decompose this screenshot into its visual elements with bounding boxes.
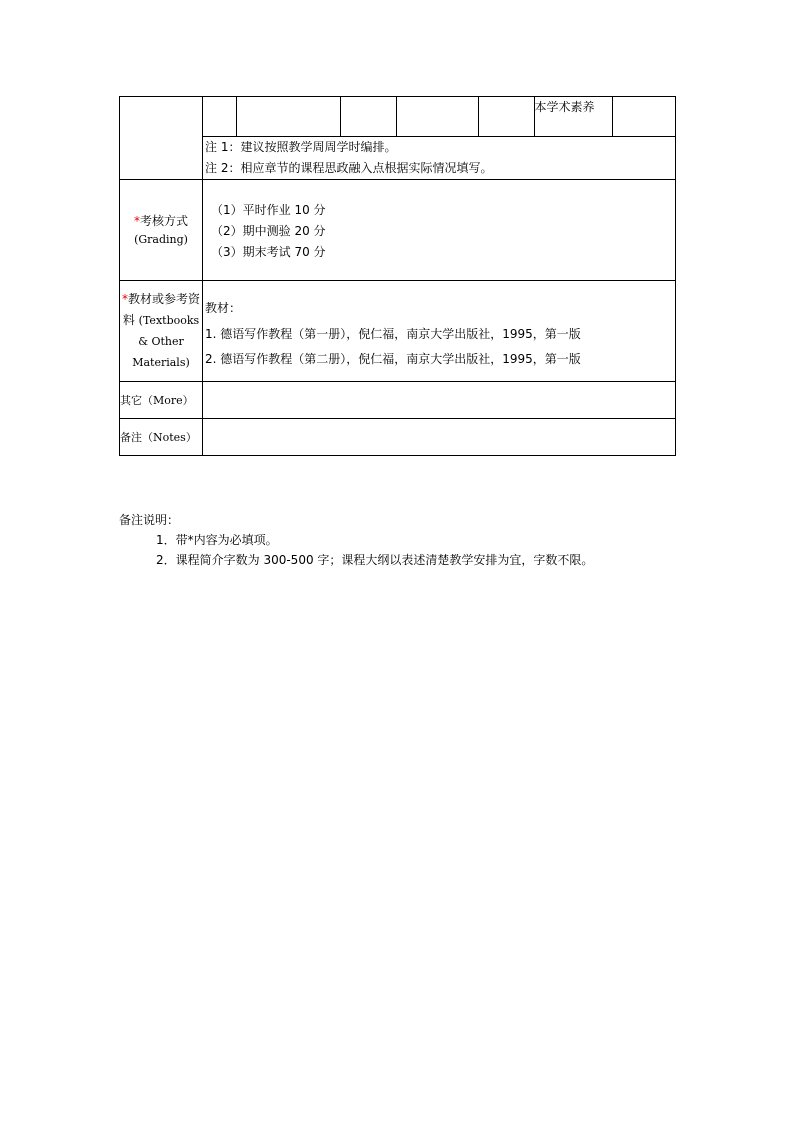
schedule-grid-row <box>203 97 676 137</box>
textbooks-label-en-1: (Textbooks <box>138 314 200 327</box>
textbooks-heading: 教材： <box>205 301 242 315</box>
grid-cell-literacy: 本学术素养 <box>534 97 612 136</box>
textbooks-label-en-2: & Other <box>138 335 184 348</box>
more-content-cell <box>203 382 676 419</box>
grid-cell <box>203 97 236 136</box>
remarks-content-cell <box>203 419 676 456</box>
continuation-row <box>120 97 676 137</box>
notes-cell <box>203 137 676 180</box>
note-2: 注 2：相应章节的课程思政融入点根据实际情况填写。 <box>205 161 493 175</box>
grid-cell <box>236 97 340 136</box>
grading-label-en: (Grading) <box>134 232 188 246</box>
remarks-row <box>120 419 676 456</box>
textbooks-label-cell <box>120 281 203 382</box>
grading-content-cell <box>203 180 676 281</box>
grid-cell <box>340 97 396 136</box>
required-mark: * <box>121 292 128 306</box>
remarks-title: 备注说明： <box>119 513 180 527</box>
schedule-grid <box>203 97 676 136</box>
grid-cell <box>478 97 534 136</box>
remarks-section <box>119 510 593 570</box>
grid-cell <box>396 97 478 136</box>
textbook-item-1: 1. 德语写作教程（第一册），倪仁福，南京大学出版社，1995，第一版 <box>205 327 581 341</box>
notes-row <box>120 137 676 180</box>
grading-label-zh: 考核方式 <box>139 213 188 228</box>
remarks-label-cell <box>120 419 203 456</box>
remarks-label: 备注（Notes） <box>120 430 197 444</box>
textbooks-label-en-3: Materials) <box>132 356 190 369</box>
textbook-item-2: 2. 德语写作教程（第二册），倪仁福，南京大学出版社，1995，第一版 <box>205 352 581 366</box>
grading-item-1: （1）平时作业 10 分 <box>211 203 326 217</box>
empty-label-cell <box>120 97 203 180</box>
grading-row <box>120 180 676 281</box>
textbooks-label-zh: 教材或参考资料 <box>122 292 200 327</box>
grading-item-3: （3）期末考试 70 分 <box>211 245 326 259</box>
textbooks-label <box>120 289 202 331</box>
more-label: 其它（More） <box>120 393 194 407</box>
syllabus-table <box>119 96 676 456</box>
grading-item-2: （2）期中测验 20 分 <box>211 224 326 238</box>
textbooks-content-cell <box>203 281 676 382</box>
remarks-item-2: 2．课程简介字数为 300-500 字；课程大纲以表述清楚教学安排为宜，字数不限。 <box>156 553 594 567</box>
more-row <box>120 382 676 419</box>
grading-label-cell <box>120 180 203 281</box>
required-mark: * <box>133 213 140 228</box>
grading-label <box>120 214 202 229</box>
textbooks-row <box>120 281 676 382</box>
grid-cell <box>612 97 676 136</box>
note-1: 注 1：建议按照教学周周学时编排。 <box>205 140 397 154</box>
more-label-cell <box>120 382 203 419</box>
remarks-item-1: 1．带*内容为必填项。 <box>156 533 278 547</box>
